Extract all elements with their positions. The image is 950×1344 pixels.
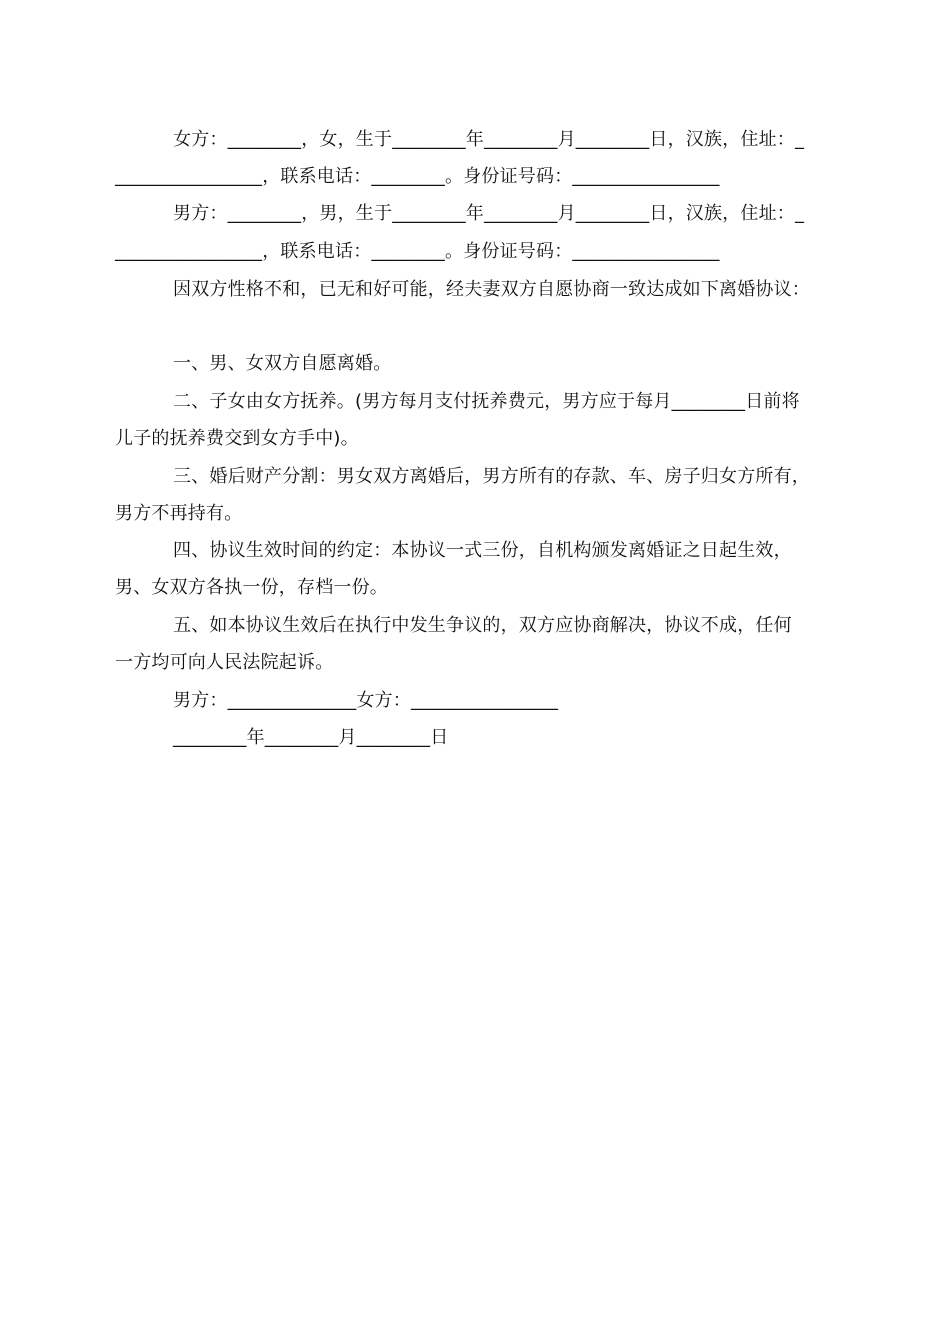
signature-line: 男方：______________女方：________________ — [173, 690, 559, 711]
clause-4-line-1: 四、协议生效时间的约定：本协议一式三份，自机构颁发离婚证之日起生效， — [173, 540, 792, 561]
date-line: ________年________月________日 — [173, 727, 449, 748]
clause-3-line-1: 三、婚后财产分割：男女双方离婚后，男方所有的存款、车、房子归女方所有， — [173, 466, 810, 487]
clause-1: 一、男、女双方自愿离婚。 — [173, 353, 392, 374]
clause-2-line-1: 二、子女由女方抚养。(男方每月支付抚养费元，男方应于每月________日前将 — [173, 391, 800, 412]
clause-4-line-2: 男、女双方各执一份，存档一份。 — [115, 577, 388, 598]
agreement-intro: 因双方性格不和，已无和好可能，经夫妻双方自愿协商一致达成如下离婚协议： — [173, 279, 810, 300]
clause-2-line-2: 儿子的抚养费交到女方手中)。 — [115, 428, 359, 449]
clause-5-line-2: 一方均可向人民法院起诉。 — [115, 652, 334, 673]
male-party-line: 男方：________，男，生于________年________月________日，汉族，住址：_ — [173, 203, 805, 224]
male-party-contact-line: ________________，联系电话：________。身份证号码：________________ — [115, 241, 720, 262]
clause-3-line-2: 男方不再持有。 — [115, 503, 243, 524]
female-party-contact-line: ________________，联系电话：________。身份证号码：________________ — [115, 166, 720, 187]
clause-5-line-1: 五、如本协议生效后在执行中发生争议的，双方应协商解决，协议不成，任何 — [173, 615, 792, 636]
female-party-line: 女方：________，女，生于________年________月________日，汉族，住址：_ — [173, 129, 805, 150]
